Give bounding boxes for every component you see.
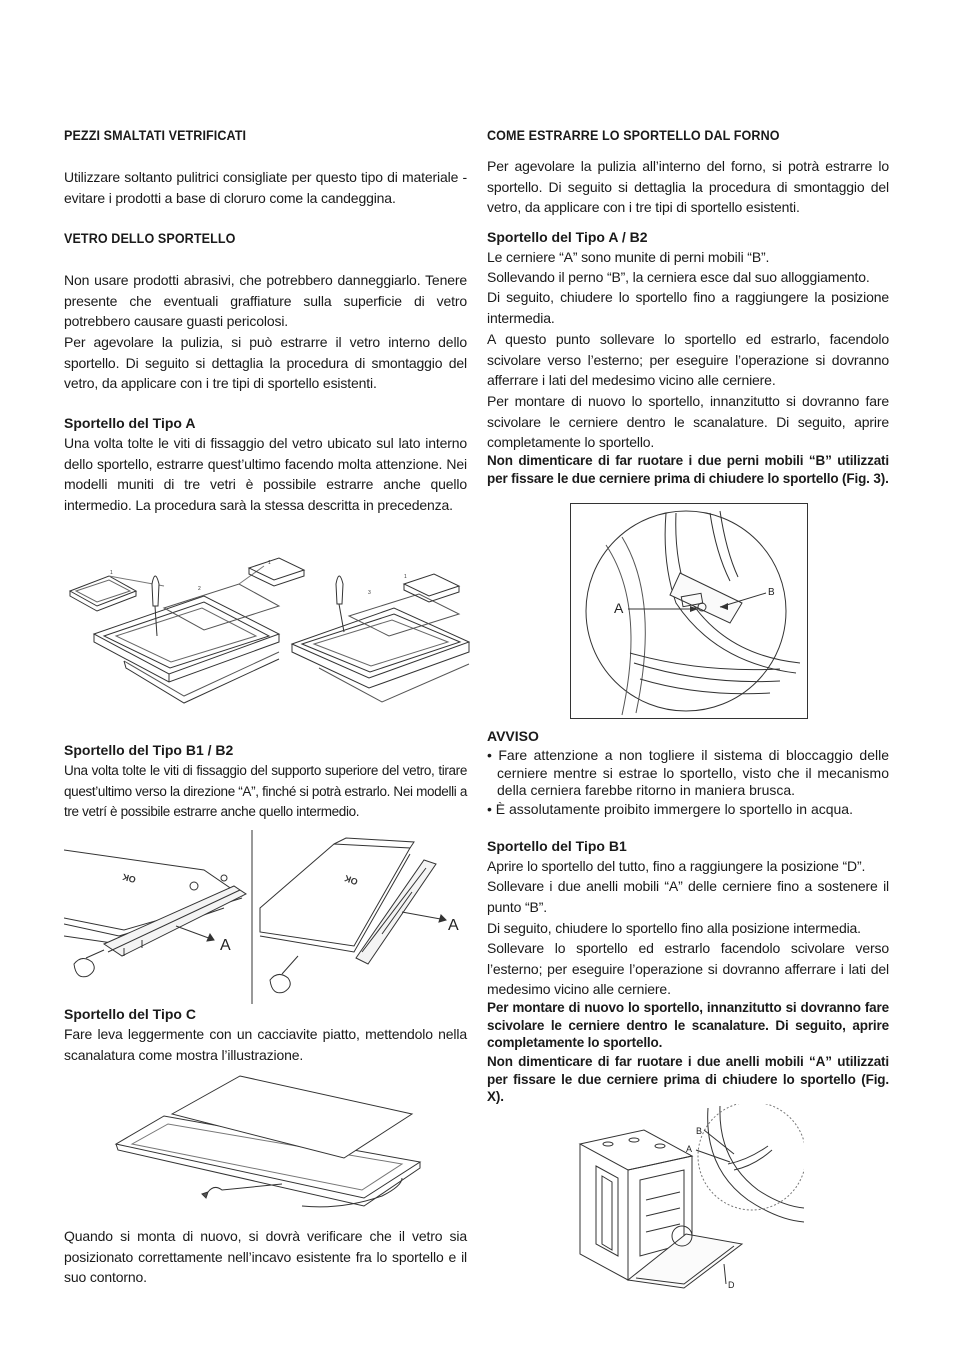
figure-hinge-detail — [570, 503, 808, 719]
svg-text:1: 1 — [268, 560, 271, 566]
paragraph-glass-removal: Per agevolare la pulizia, si può estrarre il vetro interno dello sportello. Di seguito si dettaglia la procedura di smontaggio del vetro, da applicare con i tre tipi di sportello esistenti. — [64, 334, 467, 391]
figure-x-label-b: B — [696, 1126, 703, 1136]
avviso-bullet-2: • È assolutamente proibito immergere lo sportello in acqua. — [487, 801, 853, 817]
title-door-type-c: Sportello del Tipo C — [64, 1006, 196, 1022]
svg-text:2: 2 — [198, 586, 201, 592]
figure-b-label-a-right: A — [448, 917, 459, 934]
paragraph-reassembly-check: Quando si monta di nuovo, si dovrà verificare che il vetro sia posizionato correttamente nell’incavo esistente fra lo sportello e il suo contorno. — [64, 1228, 467, 1285]
figure-b-ok-label-1: OK — [121, 871, 137, 885]
svg-text:3: 3 — [368, 590, 371, 596]
figure-door-type-c — [112, 1074, 424, 1214]
avviso-bullet-1: • Fare attenzione a non togliere il sistema di bloccaggio delle cerniere mentre si estrae lo sportello, visto che il mecanismo della cerniera farebbe ritorno in maniera brusca. — [487, 747, 889, 798]
figure-3-label-a: A — [614, 600, 624, 616]
text-door-type-c: Fare leva leggermente con un cacciavite piatto, mettendolo nella scanalatura come mostra l’illustrazione. — [64, 1026, 467, 1063]
text-lift-pin: Sollevando il perno “B”, la cerniera esce dal suo alloggiamento. — [487, 269, 870, 285]
text-door-type-a: Una volta tolte le viti di fissaggio del vetro ubicato sul lato interno dello sportello, estrarre quest’ultimo facendo molta attenzione. Nei modelli muniti di tre vetri è possibile estrarre anche quello intermedio. La procedura sarà la stessa descritta in precedenza. — [64, 435, 467, 513]
text-close-intermediate: Di seguito, chiudere lo sportello fino a raggiungere la posizione intermedia. — [487, 289, 889, 326]
text-lift-extract: A questo punto sollevare lo sportello ed estrarlo, facendolo scivolare verso l’esterno; per eseguire l’operazione si dovranno afferrare i lati del medesimo vicino alle cerniere. — [487, 331, 889, 388]
text-open-d: Aprire lo sportello del tutto, fino a raggiungere la posizione “D”. — [487, 858, 866, 874]
heading-remove-door: COME ESTRARRE LO SPORTELLO DAL FORNO — [487, 128, 780, 143]
heading-enamel: PEZZI SMALTATI VETRIFICATI — [64, 128, 247, 143]
text-reassemble-b1: Per montare di nuovo lo sportello, innanzitutto si dovranno fare scivolare le cerniere dentro le scanalature. Di seguito, aprire completamente lo sportello. — [487, 1000, 889, 1050]
title-door-type-b1: Sportello del Tipo B1 — [487, 838, 627, 854]
title-door-type-a-b2: Sportello del Tipo A / B2 — [487, 229, 648, 245]
heading-door-glass: VETRO DELLO SPORTELLO — [64, 231, 236, 246]
title-door-type-b1-b2: Sportello del Tipo B1 / B2 — [64, 742, 234, 758]
paragraph-enamel: Utilizzare soltanto pulitrici consigliate per questo tipo di materiale - evitare i prodotti a base di cloruro come la candeggina. — [64, 169, 467, 206]
text-lift-extract-b1: Sollevare lo sportello ed estrarlo facendolo scivolare verso l’esterno; per eseguire l’operazione si dovranno afferrare i lati del medesimo vicino alle cerniere. — [487, 940, 889, 997]
title-door-type-a: Sportello del Tipo A — [64, 415, 196, 431]
title-avviso: AVVISO — [487, 728, 539, 744]
figure-b-ok-label-2: OK — [343, 872, 360, 888]
figure-b-label-a-left: A — [220, 937, 231, 954]
svg-text:1: 1 — [404, 574, 407, 580]
text-door-type-b1-b2: Una volta tolte le viti di fissaggio del supporto superiore del vetro, tirare quest’ultimo verso la direzione “A”, finché si potrà estrarlo. Nei modelli a tre vetrí è possibile estrarre anche quello intermedio. — [64, 763, 467, 819]
paragraph-glass-warning: Non usare prodotti abrasivi, che potrebbero danneggiarlo. Tenere presente che eventuali graffiature sulla superficie di vetro potrebbero causare guasti pericolosi. — [64, 272, 467, 329]
text-close-intermediate-b1: Di seguito, chiudere lo sportello fino alla posizione intermedia. — [487, 920, 861, 936]
text-lift-rings: Sollevare i due anelli mobili “A” delle cerniere fino a sostenere il punto “B”. — [487, 878, 889, 915]
svg-text:1: 1 — [110, 570, 113, 576]
figure-3-label-b: B — [768, 587, 775, 598]
figure-x-label-d: D — [728, 1280, 735, 1290]
paragraph-remove-door-intro: Per agevolare la pulizia all’interno del forno, si potrà estrarre lo sportello. Di seguito si dettaglia la procedura di smontaggio del vetro, da applicare con i tre tipi di sportello esistenti. — [487, 158, 889, 215]
warning-rotate-pins: Non dimenticare di far ruotare i due perni mobili “B” utilizzati per fissare le due cerniere prima di chiudere lo sportello (Fig. 3). — [487, 453, 889, 486]
figure-door-type-b1-b2 — [64, 828, 468, 1006]
text-reassemble: Per montare di nuovo lo sportello, innanzitutto si dovranno fare scivolare le cerniere dentro le scanalature. Di seguito, aprire completamente lo sportello. — [487, 393, 889, 450]
figure-x-label-a: A — [686, 1144, 693, 1154]
figure-door-type-a — [64, 556, 470, 716]
warning-rotate-rings: Non dimenticare di far ruotare i due anelli mobili “A” utilizzati per fissare le due cerniere prima di chiudere lo sportello (Fig. X). — [487, 1054, 889, 1104]
text-hinges-pins: Le cerniere “A” sono munite di perni mobili “B”. — [487, 249, 770, 265]
figure-oven-open-door — [574, 1104, 804, 1294]
